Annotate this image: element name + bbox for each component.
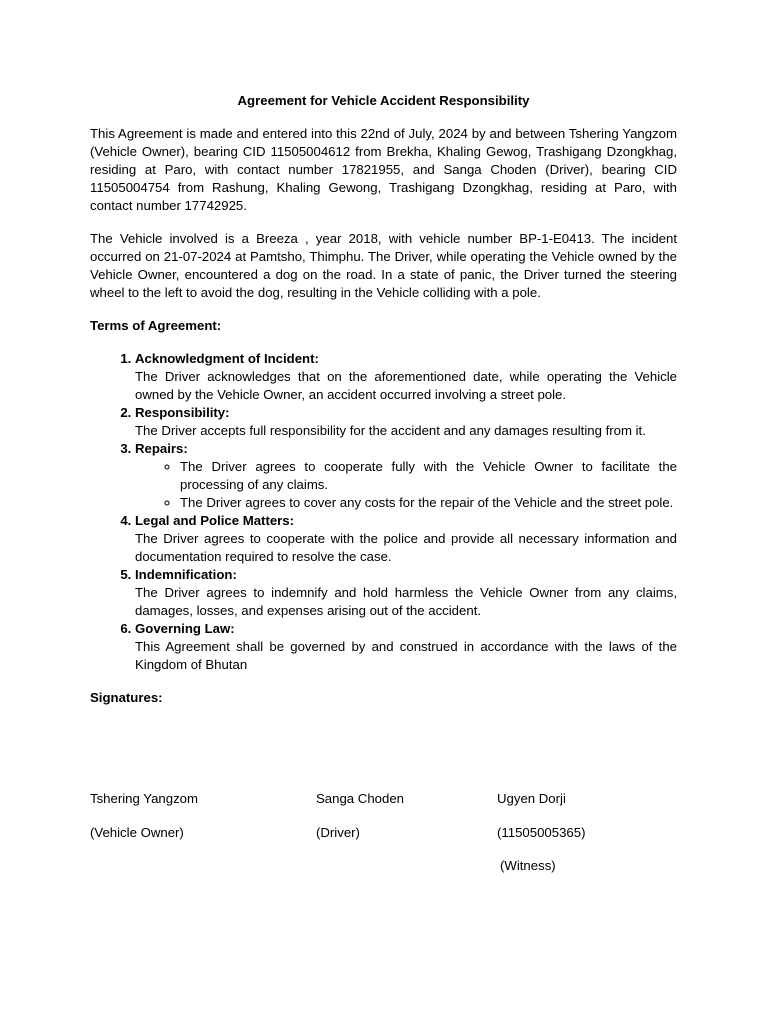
term-item-indemnification — [135, 566, 677, 620]
term-body: The Driver agrees to indemnify and hold harmless the Vehicle Owner from any claims, damages, losses, and expenses arising out of the accident. — [135, 585, 677, 618]
signatory-driver-name: Sanga Choden — [316, 791, 404, 806]
term-item-legal — [135, 512, 677, 566]
term-item-responsibility — [135, 404, 677, 440]
term-item-governing-law — [135, 620, 677, 674]
term-title: 4. Legal and Police Matters: — [135, 513, 295, 528]
term-title: 3. Repairs: — [135, 441, 188, 456]
term-item-acknowledgment — [135, 350, 677, 404]
bullet-item: ◦ The Driver agrees to cooperate fully with the Vehicle Owner to facilitate the processing of any claims. — [180, 458, 677, 494]
signatory-witness-name: Ugyen Dorji — [497, 791, 566, 806]
incident-paragraph: The Vehicle involved is a Breeza , year 2018, with vehicle number BP-1-E0413. The incident occurred on 21-07-2024 at Pamtsho, Thimphu. The Driver, while operating the Vehicle owned by the Vehicle Owner, encountered a dog on the road. In a state of panic, the Driver turned the steering wheel to the left to avoid the dog, resulting in the Vehicle colliding with a pole. — [90, 231, 677, 300]
term-body: The Driver acknowledges that on the aforementioned date, while operating the Vehicle owned by the Vehicle Owner, an accident occurred involving a street pole. — [135, 369, 677, 402]
signatory-witness-label: (Witness) — [500, 858, 556, 873]
signatory-driver-role: (Driver) — [316, 825, 360, 840]
signatures-heading: Signatures: — [90, 690, 163, 705]
signatory-witness-cid: (11505005365) — [497, 825, 586, 840]
document-page — [90, 92, 677, 707]
term-title: 2. Responsibility: — [135, 405, 230, 420]
terms-list — [90, 350, 677, 674]
term-body: This Agreement shall be governed by and construed in accordance with the laws of the Kingdom of Bhutan — [135, 639, 677, 672]
term-body: The Driver accepts full responsibility for the accident and any damages resulting from it. — [135, 423, 646, 438]
term-title: 1. Acknowledgment of Incident: — [135, 351, 319, 366]
term-body: The Driver agrees to cooperate with the police and provide all necessary information and documentation required to resolve the case. — [135, 531, 677, 564]
intro-paragraph: This Agreement is made and entered into this 22nd of July, 2024 by and between Tshering Yangzom (Vehicle Owner), bearing CID 11505004612 from Brekha, Khaling Gewog, Trashigang Dzongkhag, residing at Paro, with contact number 17821955, and Sanga Choden (Driver), bearing CID 11505004754 from Rashung, Khaling Gewong, Trashigang Dzongkhag, residing at Paro, with contact number 17742925. — [90, 126, 677, 213]
term-title: 5. Indemnification: — [135, 567, 237, 582]
terms-heading: Terms of Agreement: — [90, 318, 222, 333]
repairs-bullet-list — [135, 458, 677, 512]
bullet-item: ◦ The Driver agrees to cover any costs for the repair of the Vehicle and the street pole. — [180, 494, 677, 512]
document-title: Agreement for Vehicle Accident Responsibility — [237, 93, 530, 108]
term-item-repairs — [135, 440, 677, 512]
signatory-owner-role: (Vehicle Owner) — [90, 825, 184, 840]
signatory-owner-name: Tshering Yangzom — [90, 791, 199, 806]
term-title: 6. Governing Law: — [135, 621, 235, 636]
